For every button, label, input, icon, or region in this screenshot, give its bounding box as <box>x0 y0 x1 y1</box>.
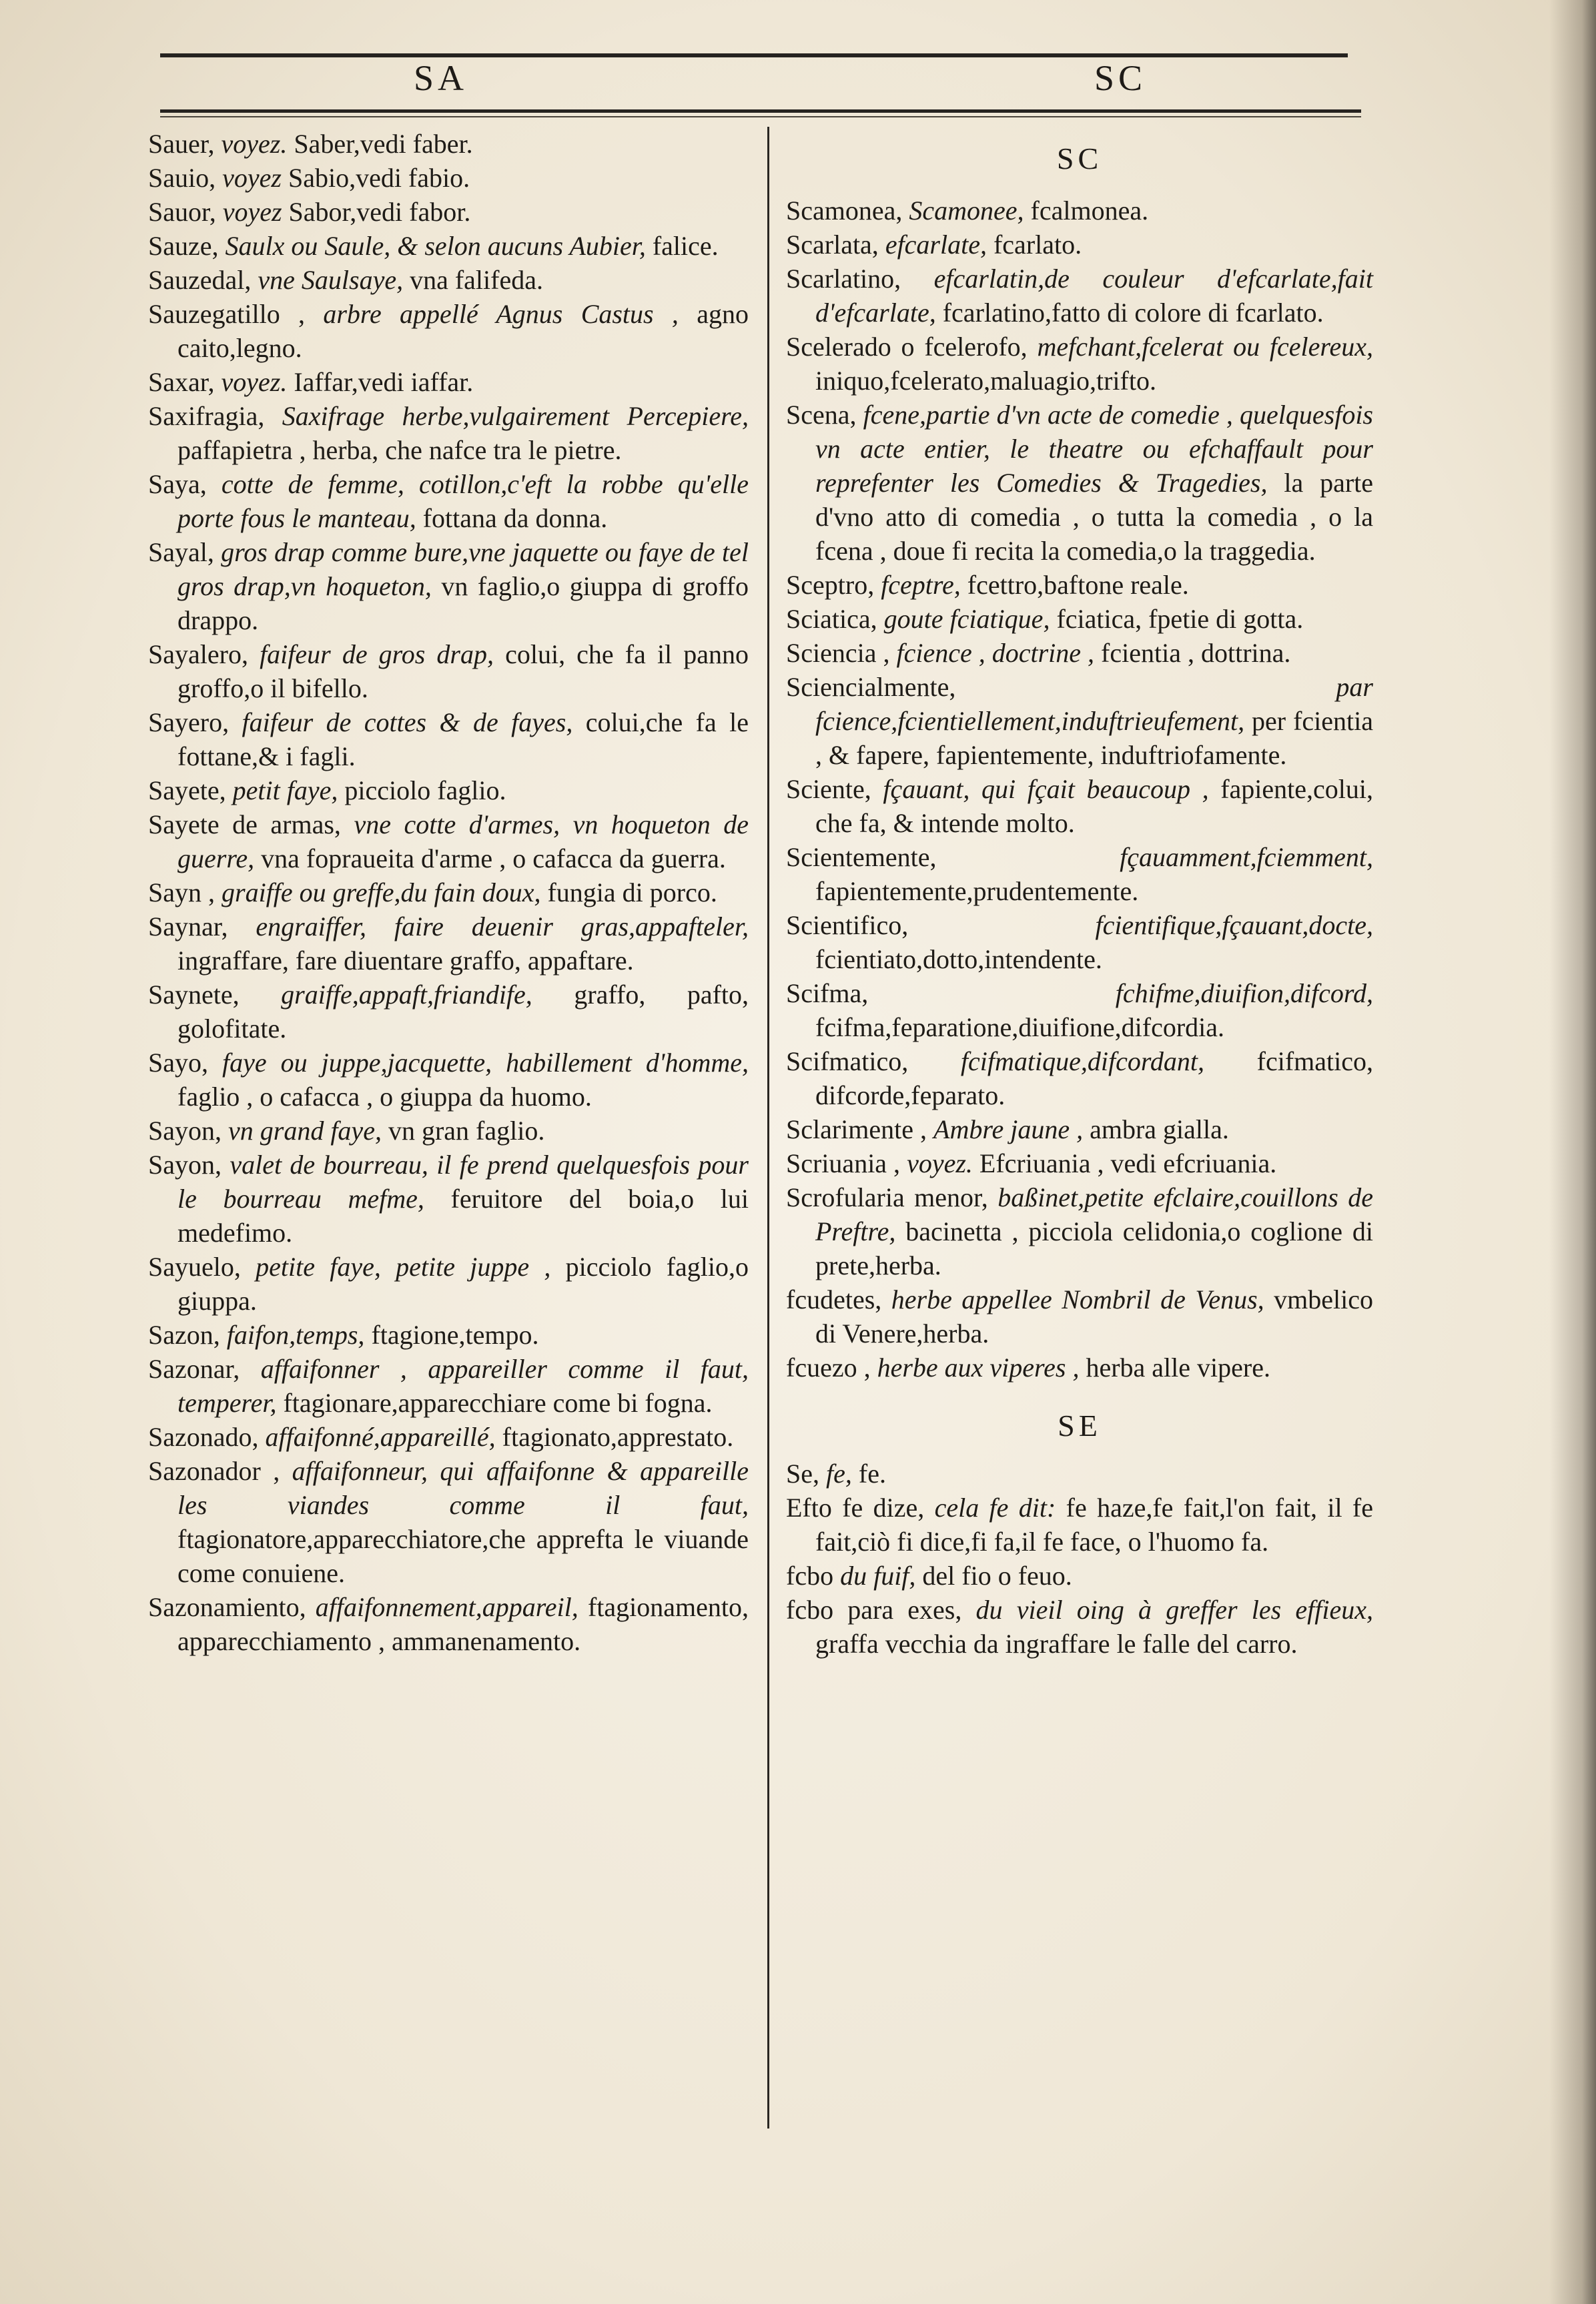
entry-french: vne cotte d'armes, vn hoqueton de guerre, <box>177 809 749 873</box>
entry-french: du fuif, <box>840 1561 916 1591</box>
dictionary-entry <box>148 195 749 229</box>
entry-italian: bacinetta , picciola celidonia,o coglione di prete,herba. <box>815 1216 1373 1280</box>
entry-italian: ftagionamento, apparecchiamento , ammanenamento. <box>177 1592 749 1656</box>
dictionary-entry <box>148 1250 749 1318</box>
entry-french: vn grand faye, <box>228 1116 382 1146</box>
entry-french: arbre appellé Agnus Castus , <box>323 299 679 329</box>
entry-italian: Efcriuania , vedi efcriuania. <box>979 1148 1277 1178</box>
entry-headword: Sauor, <box>148 197 216 227</box>
dictionary-entry <box>786 1457 1373 1491</box>
entry-headword: Scarlatino, <box>786 264 901 294</box>
entry-french: fçauamment,fciemment, <box>1120 842 1373 872</box>
entry-headword: Efto fe dize, <box>786 1493 925 1523</box>
entry-italian: Sabio,vedi fabio. <box>288 163 470 193</box>
entry-italian: fungia di porco. <box>547 877 717 907</box>
dictionary-entry <box>148 773 749 807</box>
entry-french: voyez. <box>221 129 288 159</box>
dictionary-entry <box>786 330 1373 398</box>
dictionary-entry <box>786 1593 1373 1661</box>
entry-italian: del fio o feuo. <box>922 1561 1072 1591</box>
entry-italian: ftagione,tempo. <box>371 1320 539 1350</box>
entry-italian: picciolo faglio. <box>344 775 506 805</box>
dictionary-entry <box>148 467 749 535</box>
entry-french: Saxifrage herbe,vulgairement Percepiere, <box>282 401 749 431</box>
entry-french: faye ou juppe,jacquette, habillement d'homme, <box>222 1048 749 1078</box>
entry-french: par fcience,fcientiellement,induftrieufement, <box>815 672 1373 736</box>
entry-italian: fcalmonea. <box>1030 196 1149 226</box>
dictionary-entry <box>786 398 1373 568</box>
entry-headword: Sceptro, <box>786 570 875 600</box>
dictionary-entry <box>786 1146 1373 1180</box>
entry-italian: agno caito,legno. <box>177 299 749 363</box>
entry-french: herbe aux viperes , <box>877 1353 1080 1383</box>
dictionary-entry <box>148 1454 749 1590</box>
entry-italian: Saber,vedi faber. <box>294 129 473 159</box>
entry-headword: Se, <box>786 1459 819 1489</box>
dictionary-entry <box>786 772 1373 840</box>
entry-headword: fcbo para exes, <box>786 1595 962 1625</box>
dictionary-entry <box>148 875 749 909</box>
entry-french: fcience , doctrine , <box>896 638 1095 668</box>
entry-headword: Sazonamiento, <box>148 1592 306 1622</box>
page-edge-shadow <box>1549 0 1596 2304</box>
entry-headword: Sayete, <box>148 775 226 805</box>
entry-french: fçauant, qui fçait beaucoup , <box>883 774 1209 804</box>
entry-italian: Iaffar,vedi iaffar. <box>294 367 474 397</box>
entry-headword: Sciencia , <box>786 638 890 668</box>
entry-headword: Scrofularia menor, <box>786 1182 988 1212</box>
dictionary-entry <box>786 840 1373 908</box>
top-rule <box>160 53 1348 57</box>
entry-italian: fcientia , dottrina. <box>1101 638 1291 668</box>
entry-headword: Saynete, <box>148 980 240 1010</box>
section-head-sc: SC <box>1056 141 1103 175</box>
dictionary-entry <box>148 161 749 195</box>
entry-headword: fcudetes, <box>786 1284 882 1314</box>
dictionary-entry <box>786 1180 1373 1282</box>
entry-italian: colui,che fa le fottane,& i fagli. <box>177 707 749 771</box>
entry-italian: fcarlatino,fatto di colore di fcarlato. <box>942 298 1324 328</box>
entry-french: valet de bourreau, il fe prend quelquesfois pour le bourreau mefme, <box>177 1150 749 1214</box>
entry-french: faifon,temps, <box>226 1320 365 1350</box>
entry-italian: vna fopraueita d'arme , o cafacca da guerra. <box>261 843 726 873</box>
entry-french: voyez <box>222 197 282 227</box>
entry-italian: ftagionatore,apparecchiatore,che apprefta le viuande come conuiene. <box>177 1524 749 1588</box>
dictionary-entry <box>786 1044 1373 1112</box>
entry-italian: fcarlato. <box>993 230 1082 260</box>
entry-french: efcarlate, <box>885 230 987 260</box>
entry-headword: Sayete de armas, <box>148 809 341 839</box>
entry-headword: Sciencialmente, <box>786 672 956 702</box>
entry-italian: fcifma,feparatione,diuifione,difcordia. <box>815 1012 1225 1042</box>
entry-italian: ftagionare,apparecchiare come bi fogna. <box>283 1388 713 1418</box>
entry-headword: Sazonado, <box>148 1422 259 1452</box>
entry-italian: ingraffare, fare diuentare graffo, appaftare. <box>177 945 634 976</box>
entry-french: baßinet,petite efclaire,couillons de Preftre, <box>815 1182 1374 1246</box>
entry-headword: Sazonar, <box>148 1354 240 1384</box>
entry-french: Scamonee, <box>909 196 1024 226</box>
entry-headword: Scifma, <box>786 978 869 1008</box>
entry-french: fceptre, <box>881 570 961 600</box>
entry-headword: Sayo, <box>148 1048 208 1078</box>
entry-french: voyez <box>222 163 282 193</box>
entry-french: mefchant,fcelerat ou fcelereux, <box>1037 332 1374 362</box>
entry-italian: falice. <box>652 231 719 261</box>
entry-french: engraiffer, faire deuenir gras,appafteler, <box>256 911 749 941</box>
entry-french: affaifonnement,appareil, <box>315 1592 578 1622</box>
dictionary-entry <box>148 807 749 875</box>
entry-italian: fe haze,fe fait,l'on fait, il fe fait,ciò fi dice,fi fa,il fe face, o l'huomo fa. <box>815 1493 1373 1557</box>
dictionary-entry <box>786 1112 1373 1146</box>
dictionary-entry <box>786 1491 1373 1559</box>
entry-italian: fcientiato,dotto,intendente. <box>815 944 1102 974</box>
entry-italian: faglio , o cafacca , o giuppa da huomo. <box>177 1082 592 1112</box>
running-head-left: SA <box>414 58 468 98</box>
entry-french: fcientifique,fçauant,docte, <box>1095 910 1373 940</box>
entry-italian: iniquo,fcelerato,maluagio,trifto. <box>815 366 1156 396</box>
entry-italian: colui, che fa il panno groffo,o il bifello. <box>177 639 749 703</box>
entry-french: fcifmatique,difcordant, <box>960 1046 1205 1076</box>
entry-italian: vmbelico di Venere,herba. <box>815 1284 1374 1349</box>
dictionary-entry <box>148 1352 749 1420</box>
column-divider <box>767 127 769 2129</box>
dictionary-entry <box>786 670 1373 772</box>
dictionary-entry <box>786 908 1373 976</box>
entry-headword: Sciatica, <box>786 604 877 634</box>
entry-headword: Scamonea, <box>786 196 903 226</box>
dictionary-entry <box>148 535 749 637</box>
entry-headword: Sayero, <box>148 707 230 737</box>
entry-french: fcene,partie d'vn acte de comedie , quelquesfois vn acte entier, le theatre ou efchaffault pour reprefenter les Comedies & Tragedies, <box>815 400 1373 498</box>
dictionary-entry <box>148 127 749 161</box>
dictionary-entry <box>148 263 749 297</box>
entry-headword: Sayn , <box>148 877 215 907</box>
dictionary-entry <box>148 365 749 399</box>
entry-headword: Sauio, <box>148 163 216 193</box>
dictionary-entry <box>148 1590 749 1658</box>
entry-headword: Scelerado o fcelerofo, <box>786 332 1028 362</box>
entry-italian: fapiente,colui, che fa, & intende molto. <box>815 774 1374 838</box>
entry-italian: ftagionato,apprestato. <box>502 1422 734 1452</box>
entry-italian: vn gran faglio. <box>388 1116 545 1146</box>
entry-italian: per fcientia , & fapere, fapientemente, induftriofamente. <box>815 706 1373 770</box>
entry-french: Ambre jaune , <box>933 1114 1084 1144</box>
dictionary-entry <box>786 1559 1373 1593</box>
entry-french: vne Saulsaye, <box>258 265 404 295</box>
entry-french: affaifonneur, qui affaifonne & appareille les viandes comme il faut, <box>177 1456 749 1520</box>
entry-italian: picciolo faglio,o giuppa. <box>177 1252 749 1316</box>
entry-headword: Scifmatico, <box>786 1046 909 1076</box>
entry-italian: vna falifeda. <box>410 265 543 295</box>
dictionary-entry <box>148 1318 749 1352</box>
entry-headword: Saxifragia, <box>148 401 265 431</box>
entry-french: goute fciatique, <box>883 604 1050 634</box>
entry-headword: Sauer, <box>148 129 215 159</box>
entry-french: efcarlatin,de couleur d'efcarlate,fait d'efcarlate, <box>815 264 1374 328</box>
dictionary-entry <box>786 1282 1373 1351</box>
entry-french: graiffe ou greffe,du fain doux, <box>222 877 541 907</box>
dictionary-entry <box>148 978 749 1046</box>
entry-italian: paffapietra , herba, che nafce tra le pietre. <box>177 435 622 465</box>
dictionary-entry <box>148 1420 749 1454</box>
dictionary-entry <box>148 909 749 978</box>
dictionary-entry <box>786 636 1373 670</box>
dictionary-entry <box>148 705 749 773</box>
section-se-entries <box>786 1457 1373 1661</box>
entry-italian: ambra gialla. <box>1090 1114 1229 1144</box>
entry-italian: Sabor,vedi fabor. <box>288 197 471 227</box>
entry-french: fe, <box>826 1459 852 1489</box>
entry-headword: Scientemente, <box>786 842 937 872</box>
dictionary-entry <box>786 262 1373 330</box>
entry-headword: Sazonador , <box>148 1456 280 1486</box>
dictionary-entry <box>786 568 1373 602</box>
entry-italian: graffa vecchia da ingraffare le falle del carro. <box>815 1629 1298 1659</box>
entry-italian: fciatica, fpetie di gotta. <box>1056 604 1304 634</box>
section-sc-entries <box>786 194 1373 1385</box>
entry-headword: fcbo <box>786 1561 834 1591</box>
entry-french: affaifonner , appareiller comme il faut, temperer, <box>177 1354 749 1418</box>
entry-french: voyez. <box>221 367 288 397</box>
entry-french: faifeur de gros drap, <box>260 639 494 669</box>
entry-headword: Saynar, <box>148 911 228 941</box>
entry-headword: Scriuania , <box>786 1148 901 1178</box>
entry-italian: fcifmatico, difcorde,feparato. <box>815 1046 1373 1110</box>
dictionary-entry <box>148 297 749 365</box>
entry-italian: fottana da donna. <box>422 503 608 533</box>
entry-italian: graffo, pafto, golofitate. <box>177 980 749 1044</box>
entry-headword: Sauzedal, <box>148 265 252 295</box>
entry-headword: Scientifico, <box>786 910 909 940</box>
entry-italian: vn faglio,o giuppa di groffo drappo. <box>177 571 749 635</box>
entry-french: cotte de femme, cotillon,c'eft la robbe qu'elle porte fous le manteau, <box>177 469 749 533</box>
dictionary-entry <box>148 399 749 467</box>
entry-italian: fe. <box>858 1459 886 1489</box>
entry-headword: Sayon, <box>148 1150 222 1180</box>
dictionary-entry <box>786 228 1373 262</box>
dictionary-entry <box>786 976 1373 1044</box>
section-head-se: SE <box>1058 1409 1102 1443</box>
entry-french: faifeur de cottes & de fayes, <box>242 707 573 737</box>
entry-italian: herba alle vipere. <box>1086 1353 1270 1383</box>
entry-headword: Sauzegatillo , <box>148 299 306 329</box>
entry-headword: Sciente, <box>786 774 871 804</box>
entry-french: gros drap comme bure,vne jaquette ou faye de tel gros drap,vn hoqueton, <box>177 537 749 601</box>
entry-headword: Sazon, <box>148 1320 220 1350</box>
running-head-right: SC <box>1094 58 1147 98</box>
entry-headword: Sayon, <box>148 1116 222 1146</box>
entry-french: cela fe dit: <box>934 1493 1056 1523</box>
dictionary-entry <box>148 1148 749 1250</box>
entry-headword: Saxar, <box>148 367 215 397</box>
left-column <box>148 127 749 1658</box>
entry-french: herbe appellee Nombril de Venus, <box>891 1284 1264 1314</box>
entry-headword: Sauze, <box>148 231 219 261</box>
entry-french: affaifonné,appareillé, <box>265 1422 496 1452</box>
entry-headword: fcuezo , <box>786 1353 871 1383</box>
dictionary-entry <box>148 1114 749 1148</box>
dictionary-entry <box>786 602 1373 636</box>
entry-italian: fcettro,baftone reale. <box>967 570 1189 600</box>
entry-french: du vieil oing à greffer les effieux, <box>975 1595 1373 1625</box>
entry-italian: fapientemente,prudentemente. <box>815 876 1139 906</box>
entry-french: voyez. <box>907 1148 973 1178</box>
dictionary-entry <box>148 637 749 705</box>
entry-french: Saulx ou Saule, & selon aucuns Aubier, <box>225 231 646 261</box>
dictionary-entry <box>786 1351 1373 1385</box>
header-rule-thin <box>160 116 1361 117</box>
entry-headword: Sayalero, <box>148 639 248 669</box>
entry-headword: Scarlata, <box>786 230 879 260</box>
entry-headword: Sclarimente , <box>786 1114 927 1144</box>
entry-french: fchifme,diuifion,difcord, <box>1115 978 1373 1008</box>
entry-headword: Sayuelo, <box>148 1252 241 1282</box>
entry-italian: feruitore del boia,o lui medefimo. <box>177 1184 749 1248</box>
entry-headword: Saya, <box>148 469 207 499</box>
dictionary-entry <box>148 229 749 263</box>
entry-french: graiffe,appaft,friandife, <box>281 980 532 1010</box>
right-column <box>786 127 1373 1661</box>
header-rule <box>160 109 1361 113</box>
entry-headword: Scena, <box>786 400 857 430</box>
dictionary-entry <box>148 1046 749 1114</box>
entry-headword: Sayal, <box>148 537 214 567</box>
dictionary-entry <box>786 194 1373 228</box>
entry-french: petit faye, <box>232 775 338 805</box>
entry-french: petite faye, petite juppe , <box>256 1252 551 1282</box>
entry-italian: la parte d'vno atto di comedia , o tutta la comedia , o la fcena , doue fi recita la comedia,o la traggedia. <box>815 468 1374 566</box>
